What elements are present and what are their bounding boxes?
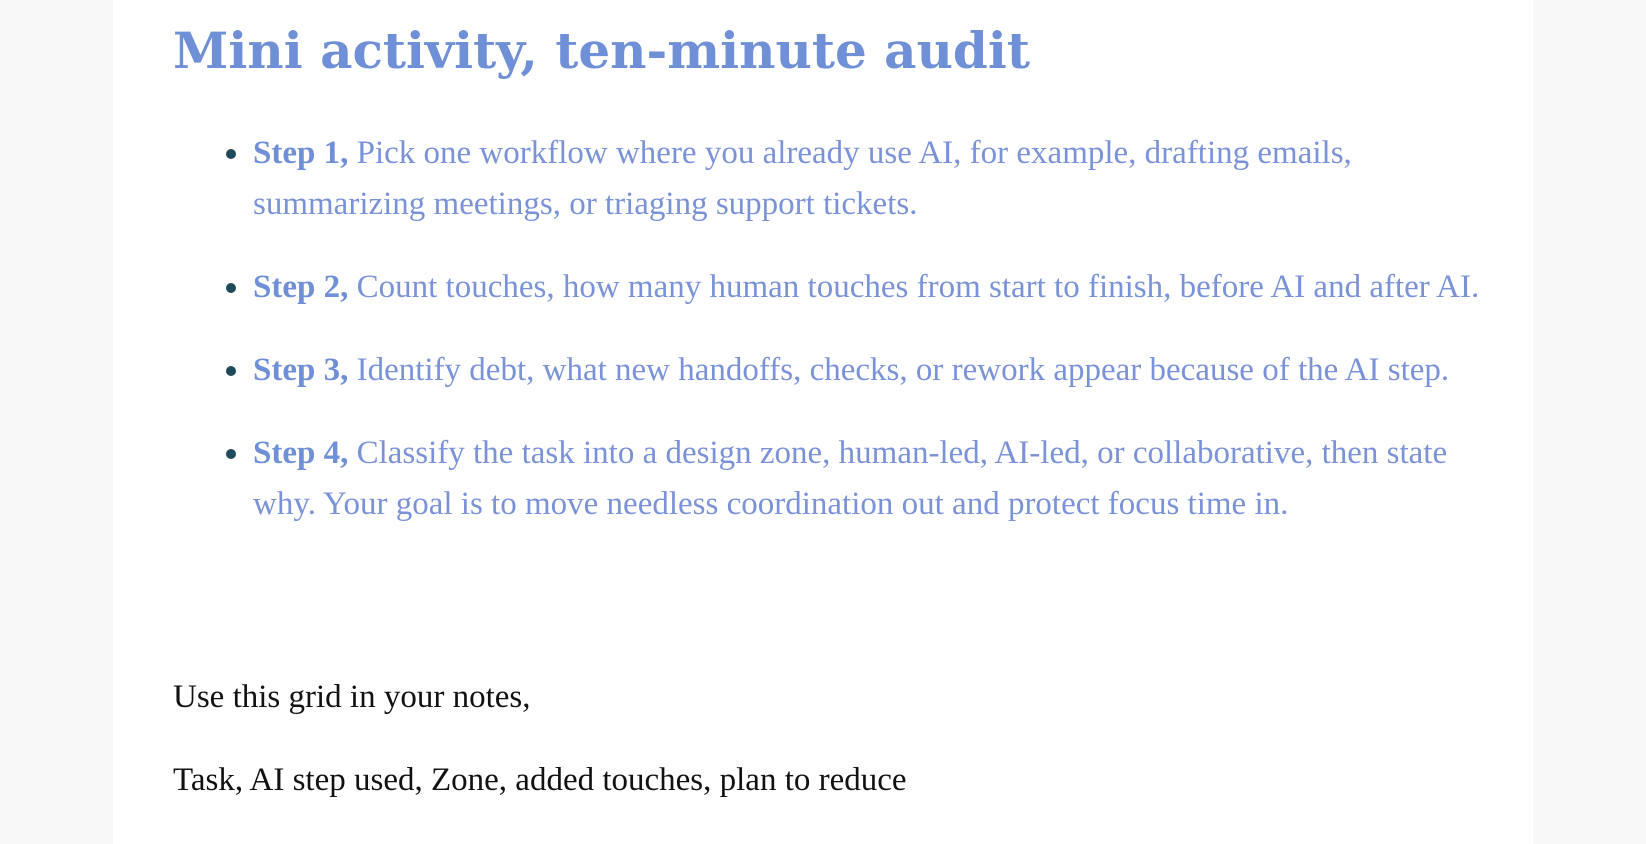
- step-label: Step 2,: [253, 269, 349, 305]
- step-label: Step 3,: [253, 352, 349, 388]
- page-title: Mini activity, ten-minute audit: [173, 21, 1030, 80]
- list-item-step-2: [253, 262, 1493, 313]
- grid-intro-text: Use this grid in your notes,: [173, 679, 531, 715]
- step-label: Step 4,: [253, 435, 349, 471]
- steps-list: [173, 128, 1493, 562]
- page: [113, 0, 1533, 844]
- step-text: Count touches, how many human touches from start to finish, before AI and after AI.: [348, 269, 1480, 305]
- bullet-icon: [226, 149, 236, 159]
- list-item-step-1: [253, 128, 1493, 230]
- bullet-icon: [226, 449, 236, 459]
- bullet-icon: [226, 283, 236, 293]
- bullet-icon: [226, 366, 236, 376]
- step-text: Identify debt, what new handoffs, checks, or rework appear because of the AI step.: [348, 352, 1450, 388]
- list-item-step-4: [253, 428, 1493, 530]
- step-label: Step 1,: [253, 135, 349, 171]
- step-text: Pick one workflow where you already use AI, for example, drafting emails, summarizing meetings, or triaging support tickets.: [253, 135, 1352, 222]
- step-text: Classify the task into a design zone, human-led, AI-led, or collaborative, then state why. Your goal is to move needless coordination out and protect focus time in.: [253, 435, 1448, 522]
- list-item-step-3: [253, 345, 1493, 396]
- grid-columns-text: Task, AI step used, Zone, added touches, plan to reduce: [173, 762, 907, 798]
